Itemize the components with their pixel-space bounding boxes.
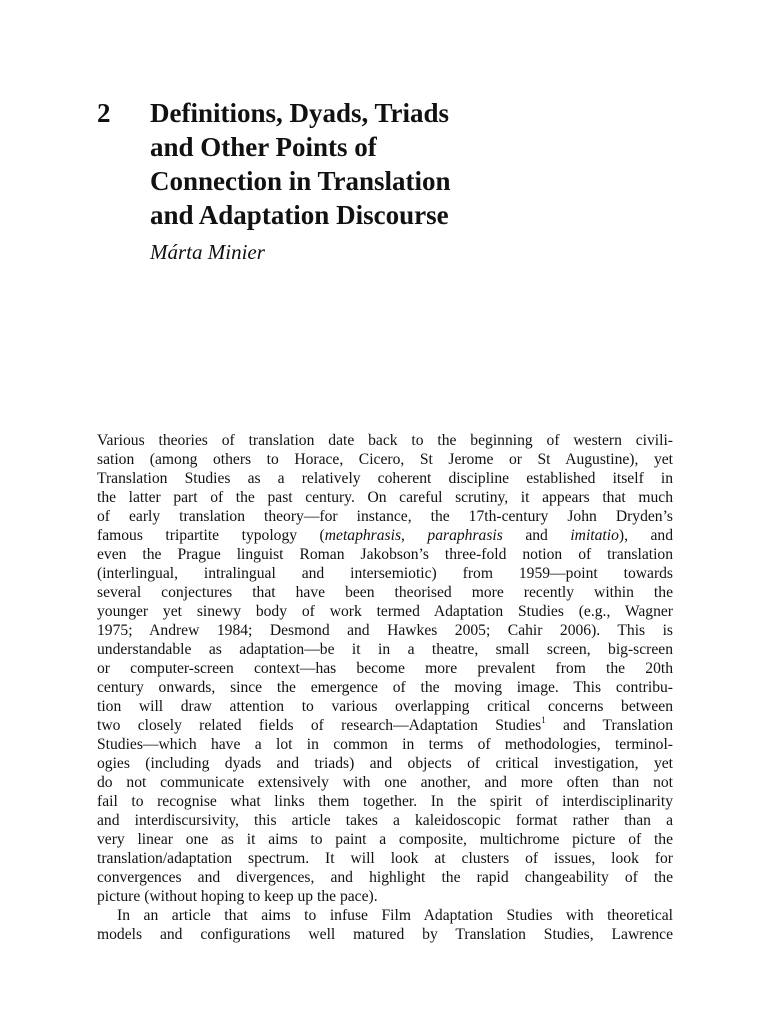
- body-line: ogies (including dyads and triads) and objects of critical investigation, yet: [97, 755, 673, 772]
- chapter-author: Márta Minier: [150, 240, 265, 264]
- body-line: translation/adaptation spectrum. It will look at clusters of issues, look for: [97, 850, 673, 867]
- body-line: very linear one as it aims to paint a composite, multichrome picture of the: [97, 831, 673, 848]
- body-line: even the Prague linguist Roman Jakobson’s three-fold notion of translation: [97, 546, 673, 563]
- body-line: Translation Studies as a relatively coherent discipline established itself in: [97, 470, 673, 487]
- chapter-title: [150, 96, 630, 232]
- body-line: century onwards, since the emergence of the moving image. This contribu-: [97, 679, 673, 696]
- body-line: Studies—which have a lot in common in terms of methodologies, terminol-: [97, 736, 673, 753]
- body-line-paragraph-end: picture (without hoping to keep up the pace).: [97, 888, 378, 905]
- body-line: Various theories of translation date back to the beginning of western civili-: [97, 432, 673, 449]
- body-line: (interlingual, intralingual and intersemiotic) from 1959—point towards: [97, 565, 673, 582]
- body-line: models and configurations well matured by Translation Studies, Lawrence: [97, 926, 673, 943]
- chapter-body: [97, 431, 673, 944]
- body-line: or computer-screen context—has become more prevalent from the 20th: [97, 660, 673, 677]
- body-line: and interdiscursivity, this article takes a kaleidoscopic format rather than a: [97, 812, 673, 829]
- chapter-title-line: Definitions, Dyads, Triads: [150, 98, 450, 128]
- body-line: tion will draw attention to various overlapping critical concerns between: [97, 698, 673, 715]
- body-line-paragraph-start: In an article that aims to infuse Film Adaptation Studies with theoretical: [117, 907, 673, 924]
- body-line: of early translation theory—for instance, the 17th-century John Dryden’s: [97, 508, 673, 525]
- body-text-run: famous tripartite typology (: [97, 527, 325, 544]
- body-line: sation (among others to Horace, Cicero, St Jerome or St Augustine), yet: [97, 451, 673, 468]
- chapter-title-line: Connection in Translation: [150, 166, 451, 196]
- chapter-title-line: and Other Points of: [150, 132, 377, 162]
- body-line: convergences and divergences, and highlight the rapid changeability of the: [97, 869, 673, 886]
- body-line-with-footnote: [97, 716, 673, 735]
- italic-term: metaphrasis: [324, 527, 402, 544]
- body-text-run: two closely related fields of research—Adaptation Studies: [97, 717, 542, 734]
- body-text-run: ,: [401, 527, 428, 544]
- body-line-with-italics: [97, 526, 673, 545]
- footnote-marker[interactable]: 1: [541, 714, 546, 725]
- body-text-run: and: [502, 527, 571, 544]
- body-line: do not communicate extensively with one another, and more often than not: [97, 774, 673, 791]
- italic-term: paraphrasis: [427, 527, 503, 544]
- body-line: the latter part of the past century. On careful scrutiny, it appears that much: [97, 489, 673, 506]
- body-line: several conjectures that have been theorised more recently within the: [97, 584, 673, 601]
- body-line: younger yet sinewy body of work termed Adaptation Studies (e.g., Wagner: [97, 603, 673, 620]
- chapter-title-line: and Adaptation Discourse: [150, 200, 449, 230]
- body-line: fail to recognise what links them together. In the spirit of interdisciplinarity: [97, 793, 673, 810]
- chapter-number: 2: [97, 98, 111, 128]
- body-text-run: and Translation: [545, 717, 673, 734]
- body-text-run: ), and: [618, 527, 673, 544]
- body-line: 1975; Andrew 1984; Desmond and Hawkes 2005; Cahir 2006). This is: [97, 622, 673, 639]
- italic-term: imitatio: [570, 527, 619, 544]
- body-line: understandable as adaptation—be it in a theatre, small screen, big-screen: [97, 641, 673, 658]
